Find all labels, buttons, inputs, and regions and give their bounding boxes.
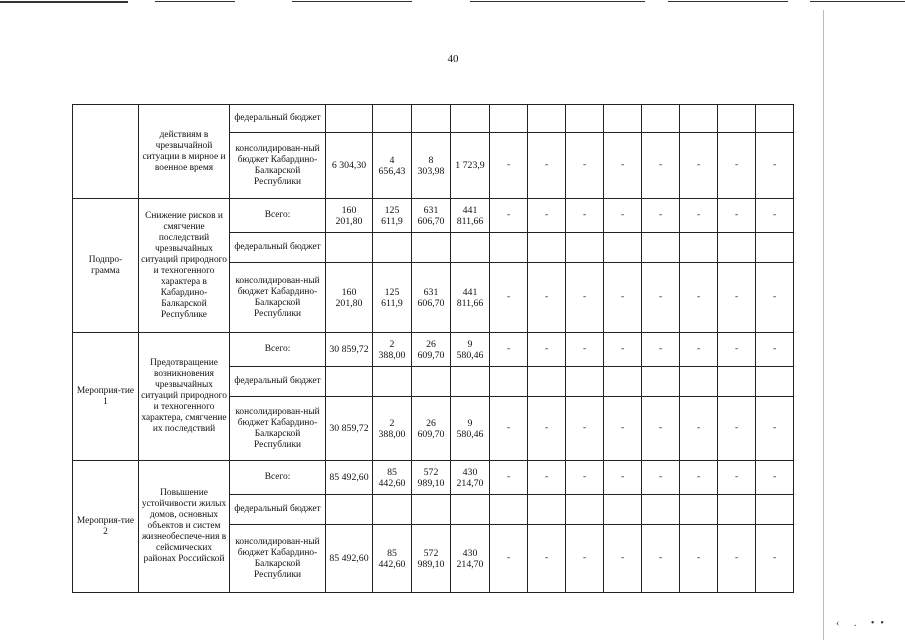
amount-cell: 430 214,70: [451, 461, 490, 495]
funding-source: федеральный бюджет: [230, 233, 326, 263]
funding-source: федеральный бюджет: [230, 367, 326, 397]
funding-source: консолидирован-ный бюджет Кабардино-Балкарской Республики: [230, 263, 326, 333]
amount-cell: 572 989,10: [412, 525, 451, 593]
empty-year-cell: -: [680, 199, 718, 233]
empty-year-cell: [718, 233, 756, 263]
amount-cell: [326, 495, 373, 525]
empty-year-cell: -: [490, 263, 528, 333]
funding-source: федеральный бюджет: [230, 105, 326, 133]
amount-cell: 2 388,00: [373, 397, 412, 461]
empty-year-cell: [680, 495, 718, 525]
empty-year-cell: -: [566, 263, 604, 333]
empty-year-cell: -: [490, 333, 528, 367]
table-row: [73, 461, 794, 495]
empty-year-cell: -: [604, 461, 642, 495]
empty-year-cell: -: [756, 133, 794, 199]
empty-year-cell: -: [680, 397, 718, 461]
empty-year-cell: -: [680, 263, 718, 333]
empty-year-cell: -: [604, 397, 642, 461]
amount-cell: 4 656,43: [373, 133, 412, 199]
row-code: [73, 105, 139, 199]
empty-year-cell: -: [528, 263, 566, 333]
amount-cell: 30 859,72: [326, 397, 373, 461]
row-code: Мероприя-тие 1: [73, 333, 139, 461]
row-name: Предотвращение возникновения чрезвычайных ситуаций природного и техногенного характера, смягчение их последствий: [139, 333, 230, 461]
amount-cell: 572 989,10: [412, 461, 451, 495]
empty-year-cell: -: [566, 133, 604, 199]
row-name: Повышение устойчивости жилых домов, основных объектов и систем жизнеобеспече-ния в сейсмических районах Российской: [139, 461, 230, 593]
funding-source: консолидирован-ный бюджет Кабардино-Балкарской Республики: [230, 133, 326, 199]
empty-year-cell: [566, 233, 604, 263]
budget-table: [72, 104, 794, 593]
empty-year-cell: [756, 495, 794, 525]
empty-year-cell: -: [718, 333, 756, 367]
empty-year-cell: -: [718, 397, 756, 461]
empty-year-cell: [718, 367, 756, 397]
amount-cell: [412, 495, 451, 525]
amount-cell: [451, 105, 490, 133]
empty-year-cell: -: [642, 461, 680, 495]
amount-cell: 430 214,70: [451, 525, 490, 593]
empty-year-cell: -: [642, 333, 680, 367]
empty-year-cell: -: [528, 397, 566, 461]
empty-year-cell: [680, 367, 718, 397]
empty-year-cell: [642, 233, 680, 263]
empty-year-cell: [528, 105, 566, 133]
amount-cell: [451, 367, 490, 397]
empty-year-cell: -: [756, 461, 794, 495]
header-rule: [0, 1, 128, 3]
funding-source: федеральный бюджет: [230, 495, 326, 525]
empty-year-cell: -: [604, 199, 642, 233]
empty-year-cell: -: [490, 133, 528, 199]
empty-year-cell: -: [490, 461, 528, 495]
empty-year-cell: [642, 105, 680, 133]
empty-year-cell: -: [756, 263, 794, 333]
empty-year-cell: -: [528, 333, 566, 367]
empty-year-cell: -: [642, 397, 680, 461]
amount-cell: 85 492,60: [326, 525, 373, 593]
header-rule: [155, 1, 235, 2]
table-row: [73, 105, 794, 133]
empty-year-cell: -: [528, 461, 566, 495]
amount-cell: [326, 233, 373, 263]
empty-year-cell: -: [756, 199, 794, 233]
amount-cell: [412, 367, 451, 397]
row-name: Снижение рисков и смягчение последствий чрезвычайных ситуаций природного и техногенного характера в Кабардино-Балкарской Республике: [139, 199, 230, 333]
empty-year-cell: [718, 105, 756, 133]
row-code: Мероприя-тие 2: [73, 461, 139, 593]
row-code: Подпро-грамма: [73, 199, 139, 333]
empty-year-cell: [718, 495, 756, 525]
funding-source: Всего:: [230, 461, 326, 495]
empty-year-cell: -: [566, 461, 604, 495]
empty-year-cell: -: [528, 199, 566, 233]
empty-year-cell: [756, 233, 794, 263]
amount-cell: 85 492,60: [326, 461, 373, 495]
amount-cell: 30 859,72: [326, 333, 373, 367]
amount-cell: [451, 233, 490, 263]
empty-year-cell: -: [756, 525, 794, 593]
empty-year-cell: -: [604, 133, 642, 199]
amount-cell: 85 442,60: [373, 461, 412, 495]
empty-year-cell: -: [490, 525, 528, 593]
empty-year-cell: -: [642, 199, 680, 233]
empty-year-cell: [490, 105, 528, 133]
empty-year-cell: -: [642, 133, 680, 199]
empty-year-cell: [756, 367, 794, 397]
amount-cell: 2 388,00: [373, 333, 412, 367]
empty-year-cell: [604, 105, 642, 133]
empty-year-cell: -: [490, 199, 528, 233]
header-rule: [668, 1, 788, 2]
empty-year-cell: [490, 367, 528, 397]
header-rule: [292, 1, 412, 2]
empty-year-cell: [528, 495, 566, 525]
empty-year-cell: -: [528, 133, 566, 199]
amount-cell: 26 609,70: [412, 333, 451, 367]
empty-year-cell: [490, 233, 528, 263]
empty-year-cell: -: [604, 333, 642, 367]
empty-year-cell: [566, 367, 604, 397]
funding-source: консолидирован-ный бюджет Кабардино-Балкарской Республики: [230, 397, 326, 461]
amount-cell: [373, 495, 412, 525]
empty-year-cell: [528, 367, 566, 397]
empty-year-cell: -: [642, 263, 680, 333]
page-margin-line: [823, 10, 824, 640]
amount-cell: 160 201,80: [326, 263, 373, 333]
amount-cell: [451, 495, 490, 525]
empty-year-cell: -: [604, 263, 642, 333]
empty-year-cell: -: [566, 199, 604, 233]
amount-cell: [412, 105, 451, 133]
row-name: действиям в чрезвычайной ситуации в мирное и военное время: [139, 105, 230, 199]
amount-cell: 125 611,9: [373, 199, 412, 233]
empty-year-cell: -: [490, 397, 528, 461]
empty-year-cell: -: [756, 397, 794, 461]
empty-year-cell: -: [680, 525, 718, 593]
amount-cell: [373, 105, 412, 133]
empty-year-cell: [604, 495, 642, 525]
table-row: [73, 333, 794, 367]
amount-cell: [373, 367, 412, 397]
amount-cell: 125 611,9: [373, 263, 412, 333]
amount-cell: 6 304,30: [326, 133, 373, 199]
header-rule: [810, 1, 905, 2]
empty-year-cell: [642, 495, 680, 525]
empty-year-cell: -: [566, 333, 604, 367]
amount-cell: 8 303,98: [412, 133, 451, 199]
empty-year-cell: [566, 105, 604, 133]
amount-cell: 441 811,66: [451, 199, 490, 233]
funding-source: Всего:: [230, 333, 326, 367]
amount-cell: 631 606,70: [412, 263, 451, 333]
amount-cell: 85 442,60: [373, 525, 412, 593]
amount-cell: 160 201,80: [326, 199, 373, 233]
empty-year-cell: [680, 233, 718, 263]
empty-year-cell: -: [718, 525, 756, 593]
empty-year-cell: -: [566, 525, 604, 593]
empty-year-cell: [490, 495, 528, 525]
amount-cell: 631 606,70: [412, 199, 451, 233]
amount-cell: [326, 105, 373, 133]
empty-year-cell: -: [528, 525, 566, 593]
empty-year-cell: [756, 105, 794, 133]
empty-year-cell: [604, 367, 642, 397]
funding-source: консолидирован-ный бюджет Кабардино-Балкарской Республики: [230, 525, 326, 593]
amount-cell: [412, 233, 451, 263]
empty-year-cell: -: [718, 199, 756, 233]
empty-year-cell: [604, 233, 642, 263]
amount-cell: 26 609,70: [412, 397, 451, 461]
empty-year-cell: -: [756, 333, 794, 367]
empty-year-cell: -: [680, 461, 718, 495]
scan-marks: ‹ . ••: [836, 618, 890, 629]
page-number: 40: [447, 53, 459, 65]
amount-cell: 9 580,46: [451, 397, 490, 461]
funding-source: Всего:: [230, 199, 326, 233]
empty-year-cell: [642, 367, 680, 397]
amount-cell: [373, 233, 412, 263]
empty-year-cell: [528, 233, 566, 263]
empty-year-cell: [566, 495, 604, 525]
empty-year-cell: -: [680, 333, 718, 367]
amount-cell: [326, 367, 373, 397]
table-row: [73, 199, 794, 233]
amount-cell: 9 580,46: [451, 333, 490, 367]
empty-year-cell: -: [604, 525, 642, 593]
empty-year-cell: -: [718, 263, 756, 333]
empty-year-cell: -: [718, 133, 756, 199]
header-rule: [470, 1, 645, 2]
empty-year-cell: [680, 105, 718, 133]
amount-cell: 441 811,66: [451, 263, 490, 333]
empty-year-cell: -: [680, 133, 718, 199]
empty-year-cell: -: [642, 525, 680, 593]
empty-year-cell: -: [566, 397, 604, 461]
empty-year-cell: -: [718, 461, 756, 495]
amount-cell: 1 723,9: [451, 133, 490, 199]
